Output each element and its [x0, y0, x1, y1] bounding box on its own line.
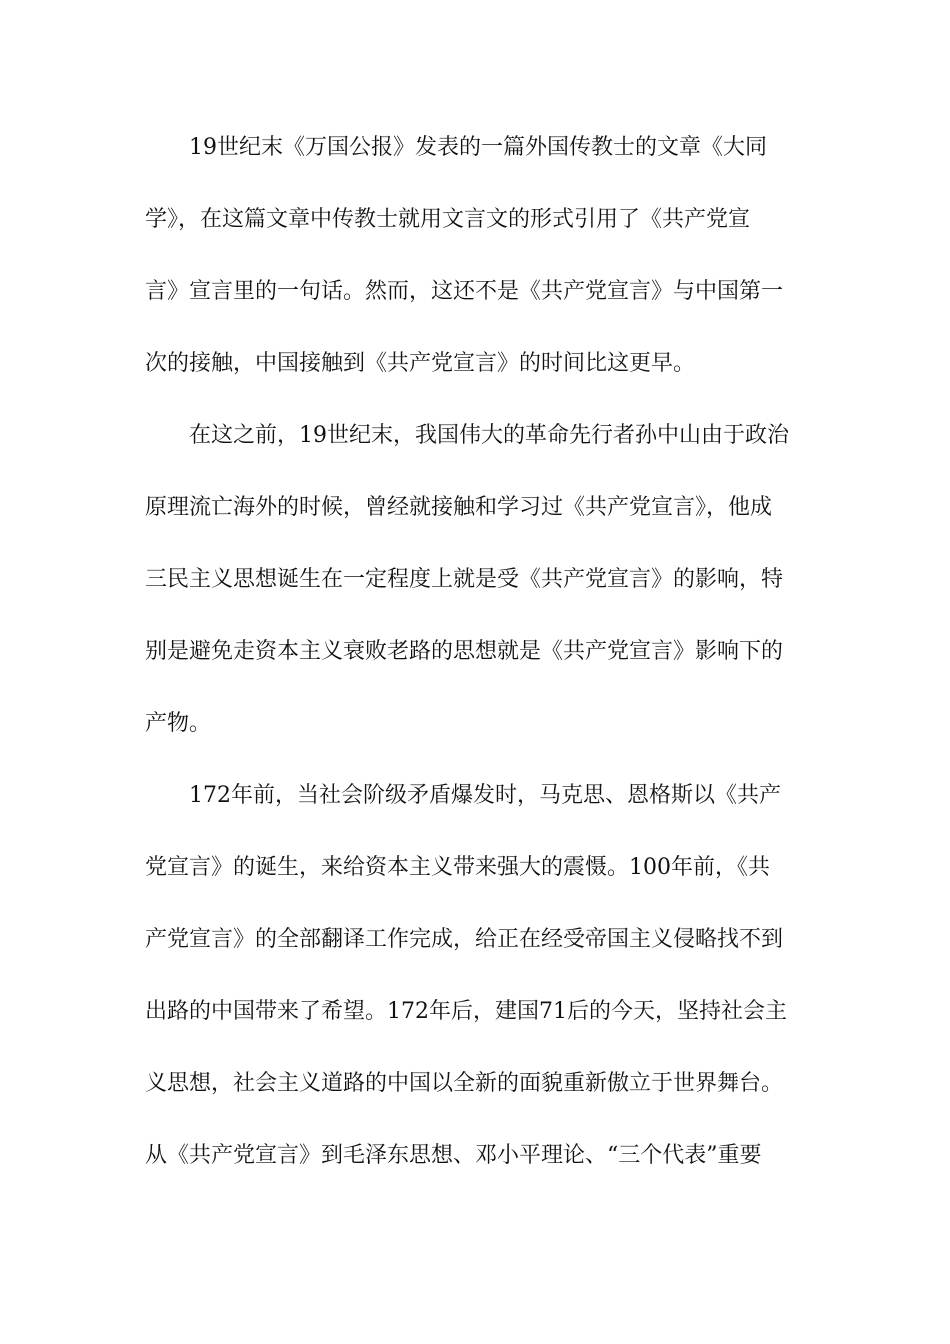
text-line: 别是避免走资本主义衰败老路的思想就是《共产党宣言》影响下的	[145, 639, 784, 664]
text-line: 言》宣言里的一句话。然而，这还不是《共产党宣言》与中国第一	[145, 279, 784, 304]
document-body	[145, 128, 815, 1208]
text-line: 出路的中国带来了希望。172年后，建国71后的今天，坚持社会主	[145, 999, 787, 1024]
text-line: 次的接触，中国接触到《共产党宣言》的时间比这更早。	[145, 351, 696, 376]
text-line: 172年前，当社会阶级矛盾爆发时，马克思、恩格斯以《共产	[189, 783, 781, 808]
text-line: 学》，在这篇文章中传教士就用文言文的形式引用了《共产党宣	[145, 207, 751, 232]
text-line: 产党宣言》的全部翻译工作完成，给正在经受帝国主义侵略找不到	[145, 927, 784, 952]
text-line: 义思想，社会主义道路的中国以全新的面貌重新傲立于世界舞台。	[145, 1071, 784, 1096]
text-line: 原理流亡海外的时候，曾经就接触和学习过《共产党宣言》，他成	[145, 495, 773, 520]
text-line: 产物。	[145, 711, 212, 736]
text-line: 党宣言》的诞生，来给资本主义带来强大的震慑。100年前，《共	[145, 855, 770, 880]
text-line: 三民主义思想诞生在一定程度上就是受《共产党宣言》的影响，特	[145, 567, 784, 592]
text-line: 19世纪末《万国公报》发表的一篇外国传教士的文章《大同	[189, 135, 767, 160]
text-line: 在这之前，19世纪末，我国伟大的革命先行者孙中山由于政治	[189, 423, 789, 448]
text-line: 从《共产党宣言》到毛泽东思想、邓小平理论、“三个代表”重要	[145, 1143, 762, 1168]
